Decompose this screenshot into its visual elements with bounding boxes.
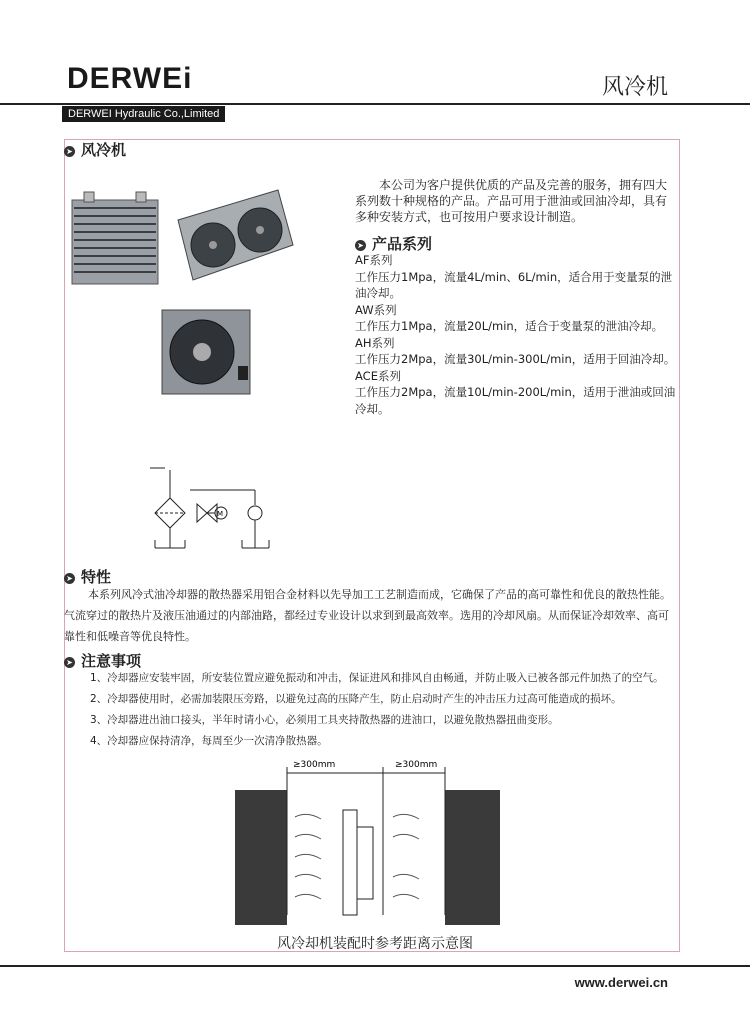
series-list — [355, 252, 680, 417]
installation-distance-diagram — [235, 755, 500, 925]
company-logo: DERWEi — [67, 62, 193, 95]
section-title: 注意事项 — [81, 652, 142, 670]
series-line: ACE系列 — [355, 368, 401, 383]
website-link[interactable]: www.derwei.cn — [574, 975, 668, 990]
series-line: AF系列 — [355, 253, 393, 267]
note-item: 2、冷却器使用时，必需加装限压旁路，以避免过高的压降产生，防止启动时产生的冲击压力过高可能造成的损坏。 — [90, 693, 622, 705]
arrow-bullet-icon: ➤ — [64, 657, 75, 668]
page-title: 风冷机 — [601, 75, 668, 100]
note-item: 1、冷却器应安装牢固，所安装位置应避免振动和冲击，保证进风和排风自由畅通，并防止吸入已被各部元件加热了的空气。 — [90, 672, 664, 684]
series-line: 工作压力1Mpa，流量20L/min，适合于变量泵的泄油冷却。 — [355, 319, 664, 333]
footer-rule — [0, 965, 750, 967]
arrow-bullet-icon: ➤ — [64, 573, 75, 584]
svg-text:M: M — [217, 510, 224, 518]
features-text: 本系列风冷式油冷却器的散热器采用铝合金材料以先导加工工艺制造而成，它确保了产品的高可靠性和优良的散热性能。气流穿过的散热片及液压油通过的内部油路，都经过专业设计以求到到最高效率。选用的冷却风扇。从而保证冷却效率、高可靠性和低噪音等优良特性。 — [64, 588, 671, 643]
company-name-bar: DERWEI Hydraulic Co.,Limited — [62, 106, 225, 122]
series-line: 工作压力2Mpa，流量10L/min-200L/min，适用于泄油或回油冷却。 — [355, 385, 676, 416]
note-item: 3、冷却器进出油口接头，半年时请小心，必须用工具夹持散热器的进油口，以避免散热器扭曲变形。 — [90, 714, 559, 726]
section-title: 风冷机 — [81, 141, 127, 159]
series-line: AW系列 — [355, 302, 397, 317]
arrow-bullet-icon: ➤ — [355, 240, 366, 251]
diagram-caption: 风冷却机装配时参考距离示意图 — [277, 936, 473, 952]
notes-list — [90, 668, 680, 752]
hydraulic-symbol-diagram — [145, 460, 280, 560]
product-photo-radiator — [66, 190, 166, 290]
section-title: 产品系列 — [372, 235, 433, 253]
section-heading-series — [355, 233, 432, 254]
arrow-bullet-icon: ➤ — [64, 146, 75, 157]
series-line: AH系列 — [355, 335, 395, 350]
dimension-label-right: ≥300mm — [395, 760, 438, 770]
dimension-label-left: ≥300mm — [293, 760, 336, 770]
series-line: 工作压力1Mpa，流量4L/min、6L/min，适合用于变量泵的泄油冷却。 — [355, 269, 673, 300]
intro-text: 本公司为客户提供优质的产品及完善的服务，拥有四大系列数十种规格的产品。产品可用于泄油或回油冷却，具有多种安装方式，也可按用户要求设计制造。 — [355, 178, 668, 224]
series-line: 工作压力2Mpa，流量30L/min-300L/min，适用于回油冷却。 — [355, 352, 676, 366]
header-rule — [0, 103, 750, 105]
product-photo-single-fan — [158, 298, 258, 398]
section-heading-main — [64, 139, 126, 160]
note-item: 4、冷却器应保持清净，每周至少一次清净散热器。 — [90, 735, 328, 747]
product-photo-dual-fan — [168, 185, 298, 290]
section-title: 特性 — [81, 568, 112, 586]
